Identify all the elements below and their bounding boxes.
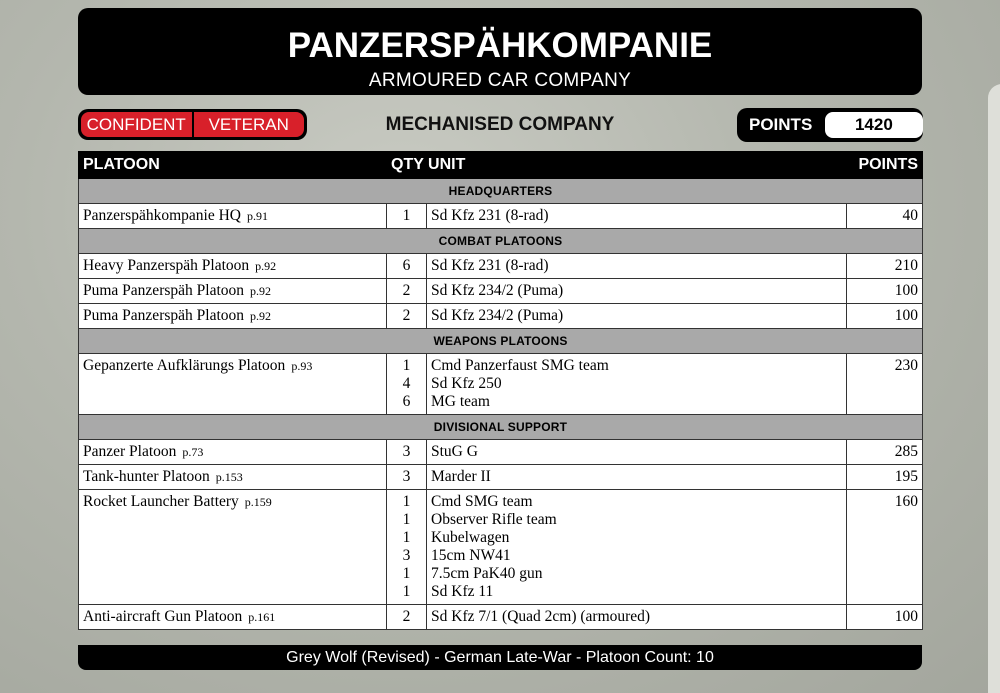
table-row xyxy=(79,354,923,415)
qty-value: 2 xyxy=(402,282,411,299)
page-reference: p.91 xyxy=(246,209,268,223)
roster-table xyxy=(78,151,923,630)
rating-veteran: VETERAN xyxy=(194,112,305,137)
unit-cell xyxy=(427,465,847,490)
unit-name: Sd Kfz 11 xyxy=(431,583,494,600)
company-title: PANZERSPÄHKOMPANIE xyxy=(287,26,713,65)
unit-name: Sd Kfz 7/1 (Quad 2cm) (armoured) xyxy=(431,608,651,625)
points-cell: 100 xyxy=(847,304,923,329)
unit-name: MG team xyxy=(431,393,490,410)
table-row xyxy=(79,304,923,329)
points-cell: 160 xyxy=(847,490,923,605)
unit-name: Kubelwagen xyxy=(431,529,510,546)
qty-value: 1 xyxy=(402,357,411,374)
qty-cell xyxy=(387,440,427,465)
platoon-cell xyxy=(79,605,387,630)
section-header-row xyxy=(79,329,923,354)
platoon-cell xyxy=(79,304,387,329)
platoon-name: Heavy Panzerspäh Platoon xyxy=(83,257,250,274)
platoon-cell xyxy=(79,490,387,605)
points-value: 1420 xyxy=(825,112,923,138)
qty-cell xyxy=(387,254,427,279)
table-row xyxy=(79,279,923,304)
header-platoon: PLATOON xyxy=(79,152,387,179)
unit-cell xyxy=(427,605,847,630)
unit-cell xyxy=(427,254,847,279)
qty-value: 3 xyxy=(402,547,411,564)
points-label: POINTS xyxy=(749,115,813,134)
qty-value: 1 xyxy=(402,583,411,600)
page-reference: p.161 xyxy=(248,610,276,624)
section-title: HEADQUARTERS xyxy=(79,179,923,204)
table-row xyxy=(79,204,923,229)
points-total-box xyxy=(737,108,923,142)
points-cell: 210 xyxy=(847,254,923,279)
unit-cell xyxy=(427,204,847,229)
table-row xyxy=(79,490,923,605)
qty-value: 1 xyxy=(402,511,411,528)
qty-value: 3 xyxy=(402,468,411,485)
unit-name: Cmd SMG team xyxy=(431,493,533,510)
roster-body xyxy=(79,179,923,630)
platoon-cell xyxy=(79,465,387,490)
platoon-name: Tank-hunter Platoon xyxy=(83,468,210,485)
background-panel-edge xyxy=(988,84,1000,693)
platoon-name: Rocket Launcher Battery xyxy=(83,493,239,510)
title-banner xyxy=(78,8,922,95)
company-subtitle: ARMOURED CAR COMPANY xyxy=(368,70,632,91)
platoon-name: Puma Panzerspäh Platoon xyxy=(83,307,245,324)
table-header-row xyxy=(79,152,923,179)
unit-name: Sd Kfz 250 xyxy=(431,375,502,392)
platoon-name: Anti-aircraft Gun Platoon xyxy=(83,608,243,625)
points-cell: 285 xyxy=(847,440,923,465)
platoon-name: Panzerspähkompanie HQ xyxy=(83,207,241,224)
qty-cell xyxy=(387,279,427,304)
unit-cell xyxy=(427,490,847,605)
qty-cell xyxy=(387,354,427,415)
points-cell: 100 xyxy=(847,279,923,304)
qty-value: 3 xyxy=(402,443,411,460)
qty-cell xyxy=(387,304,427,329)
unit-name: Marder II xyxy=(431,468,491,485)
qty-value: 2 xyxy=(402,608,411,625)
unit-name: Sd Kfz 231 (8-rad) xyxy=(431,257,549,274)
platoon-cell xyxy=(79,279,387,304)
unit-name: Sd Kfz 234/2 (Puma) xyxy=(431,307,564,324)
footer-bar: Grey Wolf (Revised) - German Late-War - Platoon Count: 10 xyxy=(78,645,922,670)
header-qty-unit xyxy=(387,152,847,179)
points-cell: 100 xyxy=(847,605,923,630)
qty-value: 1 xyxy=(402,207,411,224)
unit-name: Cmd Panzerfaust SMG team xyxy=(431,357,609,374)
platoon-name: Panzer Platoon xyxy=(83,443,177,460)
table-row xyxy=(79,254,923,279)
page-reference: p.93 xyxy=(291,359,313,373)
qty-cell xyxy=(387,490,427,605)
points-cell: 40 xyxy=(847,204,923,229)
unit-name: Sd Kfz 231 (8-rad) xyxy=(431,207,549,224)
qty-cell xyxy=(387,204,427,229)
platoon-cell xyxy=(79,440,387,465)
section-header-row xyxy=(79,179,923,204)
qty-value: 6 xyxy=(402,393,411,410)
page-reference: p.92 xyxy=(250,309,272,323)
section-title: WEAPONS PLATOONS xyxy=(79,329,923,354)
points-cell: 195 xyxy=(847,465,923,490)
unit-name: 15cm NW41 xyxy=(431,547,511,564)
header-qty-unit-label: QTY UNIT xyxy=(391,156,466,173)
qty-cell xyxy=(387,605,427,630)
qty-value: 2 xyxy=(402,307,411,324)
page-reference: p.159 xyxy=(244,495,272,509)
page-reference: p.153 xyxy=(215,470,243,484)
platoon-name: Puma Panzerspäh Platoon xyxy=(83,282,245,299)
points-cell: 230 xyxy=(847,354,923,415)
unit-name: Sd Kfz 234/2 (Puma) xyxy=(431,282,564,299)
qty-value: 1 xyxy=(402,565,411,582)
qty-value: 4 xyxy=(402,375,411,392)
section-header-row xyxy=(79,415,923,440)
table-row xyxy=(79,605,923,630)
qty-cell xyxy=(387,465,427,490)
qty-value: 6 xyxy=(402,257,411,274)
platoon-name: Gepanzerte Aufklärungs Platoon xyxy=(83,357,286,374)
platoon-cell xyxy=(79,204,387,229)
section-header-row xyxy=(79,229,923,254)
qty-value: 1 xyxy=(402,529,411,546)
company-type: MECHANISED COMPANY xyxy=(385,114,615,135)
unit-name: 7.5cm PaK40 gun xyxy=(431,565,543,582)
unit-cell xyxy=(427,279,847,304)
qty-value: 1 xyxy=(402,493,411,510)
section-title: DIVISIONAL SUPPORT xyxy=(79,415,923,440)
table-row xyxy=(79,465,923,490)
page-reference: p.92 xyxy=(255,259,277,273)
rating-badges xyxy=(78,109,307,140)
section-title: COMBAT PLATOONS xyxy=(79,229,923,254)
unit-cell xyxy=(427,354,847,415)
table-row xyxy=(79,440,923,465)
rating-confident: CONFIDENT xyxy=(81,112,192,137)
page-reference: p.73 xyxy=(182,445,204,459)
page-reference: p.92 xyxy=(250,284,272,298)
platoon-cell xyxy=(79,354,387,415)
platoon-cell xyxy=(79,254,387,279)
header-points: POINTS xyxy=(847,152,923,179)
unit-cell xyxy=(427,440,847,465)
unit-cell xyxy=(427,304,847,329)
unit-name: StuG G xyxy=(431,443,478,460)
unit-name: Observer Rifle team xyxy=(431,511,557,528)
